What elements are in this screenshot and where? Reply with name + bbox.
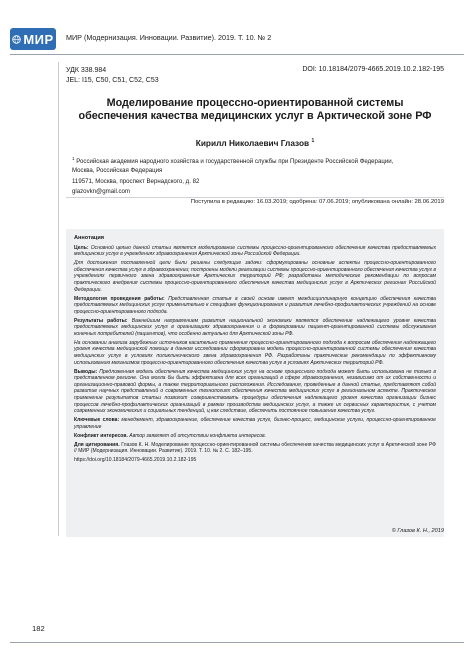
globe-icon [12, 35, 21, 44]
journal-header: МИР (Модернизация. Инновации. Развитие). 2019. Т. 10. № 2 [66, 33, 272, 42]
affiliation-mark: 1 [72, 156, 75, 161]
author-name: Кирилл Николаевич Глазов [195, 138, 310, 148]
margin-line [58, 62, 59, 536]
header-divider [10, 54, 464, 55]
author-mark: 1 [311, 138, 315, 145]
abstract-goal: Цель: Основной целью данной статьи является моделирование системы процессно-ориентированного обеспечения качества предоставляемых медицинских услуг в учреждениях здравоохранения Арктической зоны Российской Федерации. [74, 244, 436, 258]
abstract-analysis: На основании анализа зарубежных источников касательно применения процессно-ориентированного подхода к вопросам обеспечения надлежащего уровня качества медицинской помощи в данном исследовании сформирована модель процессно-ориентированной системы обеспечения качества медицинских услуг в условиях поликлинического звена здравоохранения РФ. Разработаны практические рекомендации по эффективному использованию механизмов процессно-ориентированного обеспечения качества услуг в условиях Арктических территорий РФ. [74, 339, 436, 366]
title-line-2: обеспечения качества медицинских услуг в Арктической зоне РФ [78, 110, 432, 122]
article-dates: Поступила в редакцию: 16.03.2019; одобрена: 07.06.2019; опубликована онлайн: 28.06.2019 [190, 199, 444, 205]
affiliation-line-1: Российская академия народного хозяйства и государственной службы при Президенте Российской Федерации, [76, 158, 394, 166]
dates-divider [66, 197, 444, 198]
affiliation [72, 155, 444, 187]
author-email[interactable]: glazovkn@gmail.com [72, 188, 131, 195]
abstract-keywords: Ключевые слова: менеджмент, здравоохранение, обеспечение качества услуг, бизнес-процесс, медицинские услуги, процессно-ориентированное управление [74, 417, 436, 430]
abstract-box [66, 229, 444, 537]
doi-header: DOI: 10.18184/2079-4665.2019.10.2.182-195 [302, 66, 444, 73]
copyright: © Глазов К. Н., 2019 [391, 528, 444, 534]
affiliation-line-2: Москва, Российская Федерация [72, 166, 163, 174]
logo-text: МИР [23, 31, 54, 47]
abstract-doi[interactable]: https://doi.org/10.18184/2079-4665.2019.10.2.182-195 [74, 457, 197, 464]
classification-codes [66, 66, 159, 86]
footer-divider [10, 642, 464, 643]
abstract-conclusions: Выводы: Предложенная модель обеспечения качества медицинских услуг на основе процессного подхода может быть использована не только в представленном регионе. Она могла бы быть эффективна для всех организаций в сфере здравоохранения, независимо от их собственности и организационно-правовой формы, а также территориального расположения. Исследования, проведенные в данной статье, представляют собой развитие научных представлений о современных технологиях обеспечения качества медицинских услуг в региональном аспекте. Практическое применение результатов статьи позволит совершенствовать процедуры обеспечения надлежащего уровня качества организации бизнес процессов лечебно-профилактических организаций в рамках производства медицинских услуг, а также их сервисных характеристик, с учетом современных экономических и социальных тенденций, ц как следствие, обеспечить постоянное повышение качества услуг. [74, 368, 436, 415]
abstract-citation: Для цитирования. Глазов К. Н. Моделирование процессно-ориентированной системы обеспечения качества медицинских услуг в Арктической зоне РФ // МИР (Модернизация. Инновации. Развитие). 2019. Т. 10. № 2. С. 182–195. [74, 441, 436, 455]
page-number: 182 [32, 624, 45, 633]
abstract-conflict: Конфликт интересов. Автор заявляет об отсутствии конфликта интересов. [74, 432, 267, 439]
udc-code: УДК 338.984 [66, 67, 107, 74]
article-title [66, 97, 444, 123]
abstract-results: Результаты работы: Важнейшим направлением развития национальной экономики является обеспечение надлежащего уровня качества предоставляемых медицинских услуг в организациях здравоохранения и в формировании пациент-ориентированной системы обслуживания конечных потребителей (пациентов), что особенно актуально для Арктической зоны РФ. [74, 317, 436, 337]
title-line-1: Моделирование процессно-ориентированной системы [106, 97, 404, 109]
abstract-heading: Аннотация [74, 235, 105, 241]
abstract-tasks: Для достижения поставленной цели были решены следующие задачи: сформулированы основные аспекты процессно-ориентированного обеспечения качества услуг в здравоохранении; построены модели реализации системы процессно-ориентированного обеспечения качества услуг в учреждениях первичного звена здравоохранения Арктических территорий РФ; разработаны методические рекомендации по вопросам практического внедрения системы процессно-ориентированного обеспечения качества медицинских услуг в Арктических регионах Российской Федерации. [74, 260, 436, 293]
abstract-methods: Методология проведения работы: Представленная статья в своей основе имеет междисциплинарную концепцию обеспечения качества предоставляемых медицинских услуг применительно к специфике функционирования и развития лечебно-профилактических учреждений на основе процессно-ориентированного подхода. [74, 295, 436, 315]
author [66, 138, 444, 148]
affiliation-line-3: 119571, Москва, проспект Вернадского, д. 82 [72, 178, 200, 186]
journal-logo [10, 28, 56, 50]
jel-codes: JEL: I15, C50, C51, C52, C53 [66, 77, 159, 84]
